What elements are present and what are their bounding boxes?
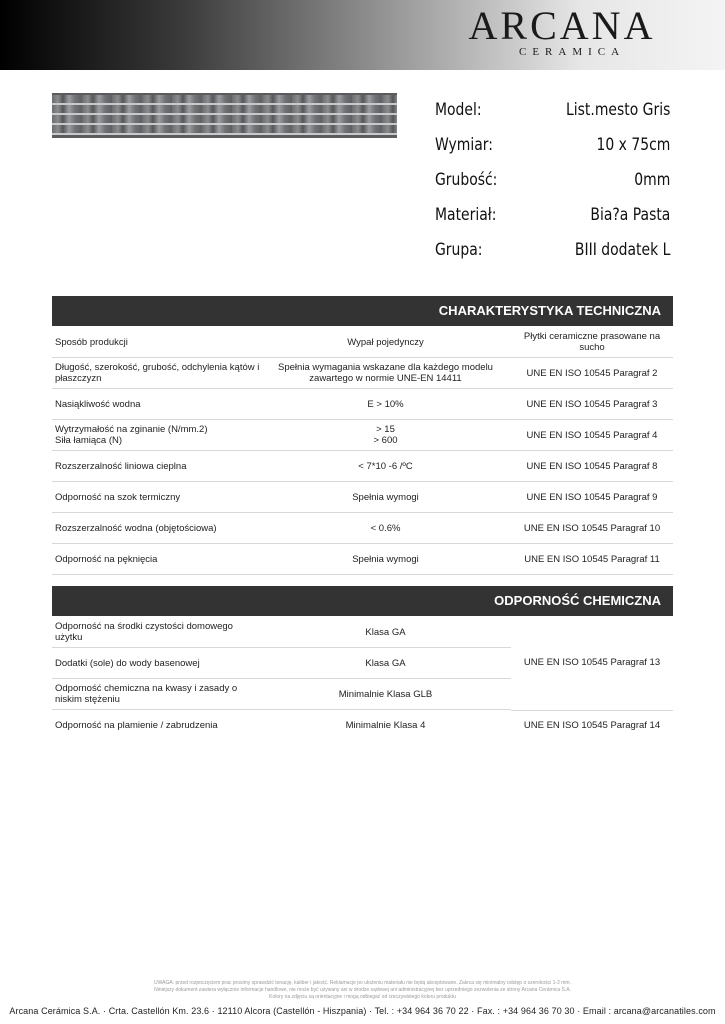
norm-cell: UNE EN ISO 10545 Paragraf 13 <box>523 657 661 668</box>
table-row <box>52 451 673 482</box>
tile-strip <box>52 125 397 133</box>
value-cell: < 0.6% <box>370 522 401 534</box>
value-cell: E > 10% <box>367 398 404 410</box>
property-cell: Odporność na szok termiczny <box>55 491 181 503</box>
property-cell: Rozszerzalność liniowa cieplna <box>55 460 187 472</box>
page-header <box>0 0 725 70</box>
norm-cell: UNE EN ISO 10545 Paragraf 14 <box>523 720 661 731</box>
spec-label: Wymiar: <box>435 134 493 155</box>
property-cell: Odporność chemiczna na kwasy i zasady o niskim stężeniu <box>52 679 260 710</box>
disclaimer-line: UWAGA: przed rozpoczęciem prac prosimy sprawdzić tonację, kaliber i jakość. Reklamacje po ułożeniu materiału nie będą akceptowane. Zaleca się minimalny odstęp o szerokości 1-2 mm. <box>154 980 571 986</box>
brand-sub: CERAMICA <box>519 46 626 58</box>
value-cell: Wypał pojedynczy <box>347 336 424 348</box>
footer-contact: Arcana Cerámica S.A. · Crta. Castellón Km. 23.6 · 12110 Alcora (Castellón - Hiszpania) · Tel. : +34 964 36 70 22 · Fax. : +34 964 36 70 30 · Email : arcana@arcanatiles.com <box>9 1006 716 1016</box>
norm-cell: Płytki ceramiczne prasowane na sucho <box>523 331 661 353</box>
tile-strip <box>52 115 397 123</box>
property-cell: Wytrzymałość na zginanie (N/mm.2) Siła łamiąca (N) <box>55 424 208 446</box>
property-cell: Nasiąkliwość wodna <box>55 398 141 410</box>
table-row <box>52 389 673 420</box>
table-row <box>52 420 673 451</box>
norm-cell: UNE EN ISO 10545 Paragraf 4 <box>526 429 658 441</box>
spec-label: Materiał: <box>435 204 497 225</box>
spec-label: Grupa: <box>435 239 483 260</box>
technical-table <box>52 327 673 575</box>
divider <box>511 710 673 711</box>
spec-value: Bia?a Pasta <box>590 204 671 225</box>
section-title: CHARAKTERYSTYKA TECHNICZNA <box>438 303 661 318</box>
spec-group <box>435 232 670 267</box>
property-cell: Odporność na środki czystości domowego użytku <box>52 617 260 648</box>
norm-cell: UNE EN ISO 10545 Paragraf 10 <box>523 522 661 534</box>
table-row <box>52 513 673 544</box>
value-cell: Minimalnie Klasa GLB <box>260 679 511 710</box>
tile-gap <box>52 133 397 135</box>
value-cell: Spełnia wymogi <box>352 553 419 565</box>
table-row <box>52 358 673 389</box>
product-specs <box>435 92 670 267</box>
spec-label: Grubość: <box>435 169 498 190</box>
property-cell: Sposób produkcji <box>55 336 128 348</box>
property-cell: Rozszerzalność wodna (objętościowa) <box>55 522 217 534</box>
value-cell: Klasa GA <box>260 617 511 648</box>
value-cell: Spełnia wymagania wskazane dla każdego modelu zawartego w normie UNE-EN 14411 <box>278 362 493 384</box>
table-row <box>52 679 673 710</box>
section-title: ODPORNOŚĆ CHEMICZNA <box>494 593 661 608</box>
spec-value: List.mesto Gris <box>566 99 671 120</box>
spec-material <box>435 197 670 232</box>
footer-disclaimer <box>80 980 645 1001</box>
table-row <box>52 544 673 575</box>
norm-cell: UNE EN ISO 10545 Paragraf 8 <box>526 460 658 472</box>
spec-value: 0mm <box>634 169 671 190</box>
value-cell: Minimalnie Klasa 4 <box>345 720 426 731</box>
spec-dimension <box>435 127 670 162</box>
norm-cell: UNE EN ISO 10545 Paragraf 9 <box>526 491 658 503</box>
property-cell: Dodatki (sole) do wody basenowej <box>52 648 260 679</box>
value-cell: > 15 > 600 <box>373 424 398 446</box>
property-cell: Długość, szerokość, grubość, odchylenia kątów i płaszczyzn <box>55 362 260 384</box>
property-cell: Odporność na pęknięcia <box>55 553 158 565</box>
spec-label: Model: <box>435 99 482 120</box>
property-cell: Odporność na plamienie / zabrudzenia <box>55 720 218 731</box>
tile-strip <box>52 95 397 103</box>
value-cell: < 7*10 -6 /ºC <box>358 460 413 472</box>
brand-logo <box>457 3 667 58</box>
value-cell: Spełnia wymogi <box>352 491 419 503</box>
table-row <box>52 327 673 358</box>
disclaimer-line: Kolory na zdjęciu są orientacyjne i mogą odbiegać od rzeczywistego koloru produktu <box>269 994 456 1000</box>
norm-cell: UNE EN ISO 10545 Paragraf 11 <box>524 553 660 565</box>
table-row <box>52 617 673 648</box>
chemical-section-header <box>52 586 673 616</box>
brand-name: ARCANA <box>468 3 656 48</box>
spec-value: 10 x 75cm <box>596 134 671 155</box>
spec-thickness <box>435 162 670 197</box>
technical-section-header <box>52 296 673 326</box>
spec-model <box>435 92 670 127</box>
chemical-table <box>52 617 673 741</box>
norm-cell: UNE EN ISO 10545 Paragraf 3 <box>526 398 658 410</box>
tile-strip <box>52 105 397 113</box>
value-cell: Klasa GA <box>260 648 511 679</box>
spec-value: BIII dodatek L <box>574 239 671 260</box>
product-image <box>52 93 397 138</box>
norm-cell: UNE EN ISO 10545 Paragraf 2 <box>526 367 658 379</box>
table-row <box>52 482 673 513</box>
disclaimer-line: Niniejszy dokument zawiera wyłącznie informacje handlowe, nie może być używany ani w drodze sądowej ani administracyjnej bez uprzedniego zezwolenia ze strony Arcana Cerámica S.A. <box>154 987 571 993</box>
